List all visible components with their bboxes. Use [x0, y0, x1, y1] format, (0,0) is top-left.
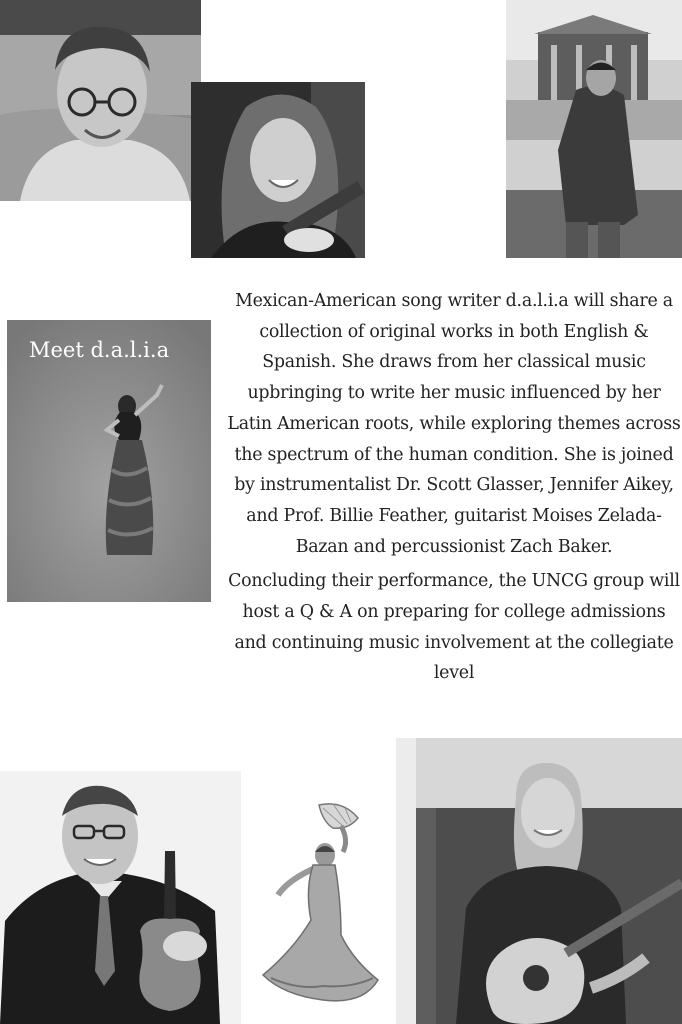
photo-guitarist — [396, 738, 682, 1024]
event-description — [226, 286, 682, 689]
photo-man-coat — [506, 0, 682, 258]
poster-meet-dalia — [7, 320, 211, 602]
flamenco-dancer-illustration — [253, 800, 385, 1010]
photo-man-glasses — [0, 0, 201, 201]
poster-title: Meet d.a.l.i.a — [29, 338, 170, 362]
description-paragraph-1: Mexican-American song writer d.a.l.i.a will share a collection of original works in both English & Spanish. She draws from her classical music upbringing to write her music influenced by her Latin American roots, while exploring themes across the spectrum of the human condition. She is joined by instrumentalist Dr. Scott Glasser, Jennifer Aikey, and Prof. Billie Feather, guitarist Moises Zelada-Bazan and percussionist Zach Baker. — [227, 291, 681, 557]
photo-man-violin — [0, 771, 241, 1024]
photo-violinist-woman — [191, 82, 365, 258]
description-paragraph-2: Concluding their performance, the UNCG group will host a Q & A on preparing for college admissions and continuing music involvement at the collegiate level — [228, 571, 680, 684]
